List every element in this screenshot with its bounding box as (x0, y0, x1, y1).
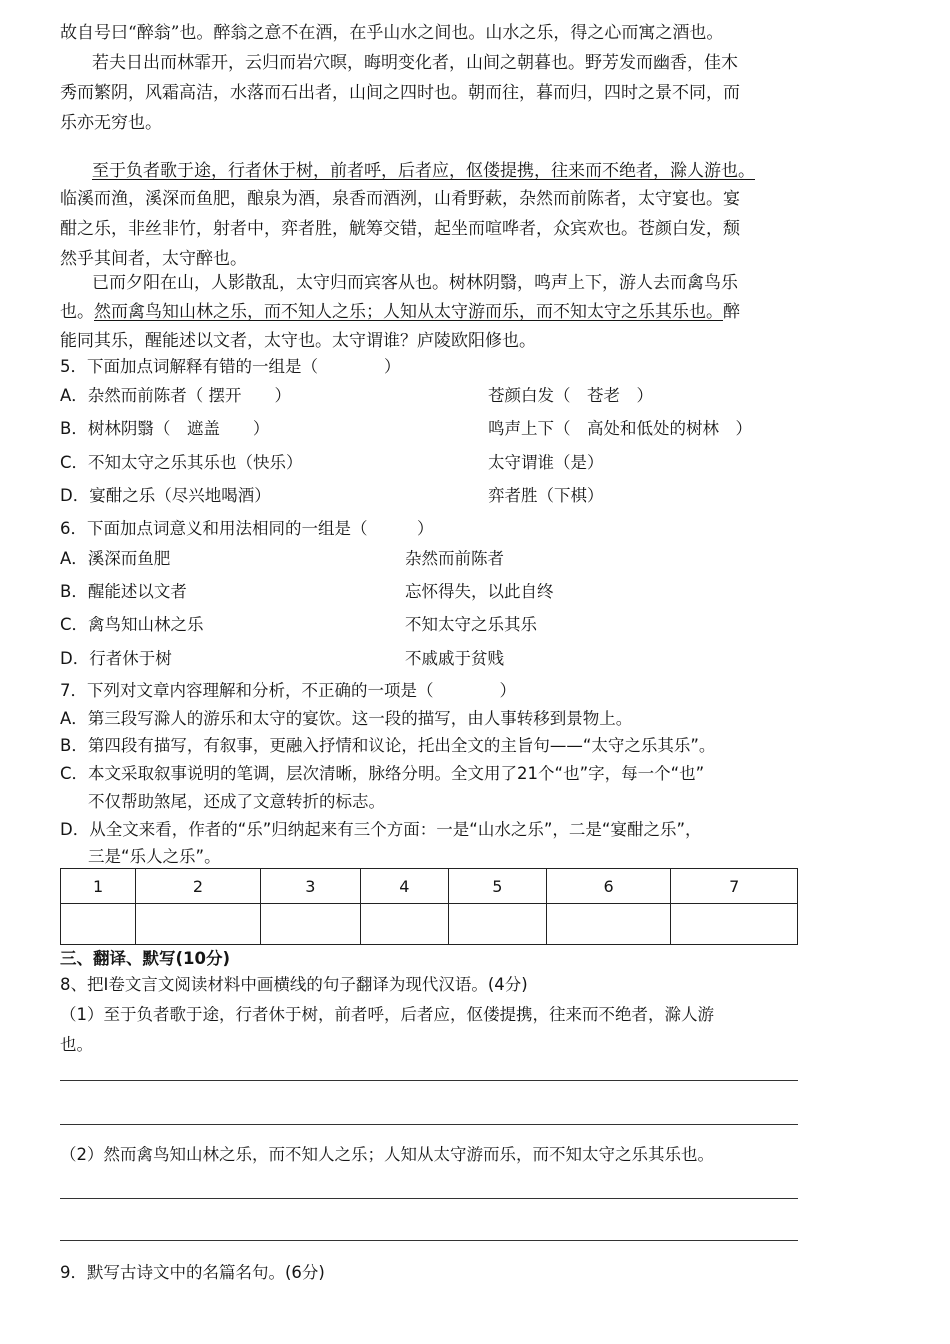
passage-p3-underlined: 至于负者歌于途，行者休于树，前者呼，后者应，伛偻提携，往来而不绝者，滁人游也。 (92, 161, 755, 181)
q6-option-c-right: 不知太守之乐其乐 (405, 615, 537, 634)
answer-cell-6[interactable] (546, 904, 671, 945)
passage-p2-line2: 秀而繁阴，风霜高洁，水落而石出者，山间之四时也。朝而往，暮而归，四时之景不同，而 (60, 83, 740, 103)
passage-p2-line1: 若夫日出而林霏开，云归而岩穴暝，晦明变化者，山间之朝暮也。野芳发而幽香，佳木 (92, 53, 738, 73)
q7-option-b: B．第四段有描写，有叙事，更融入抒情和议论，托出全文的主旨句——“太守之乐其乐”。 (60, 736, 716, 755)
q7-option-d-line1: D．从全文来看，作者的“乐”归纳起来有三个方面：一是“山水之乐”，二是“宴酣之乐”， (60, 820, 702, 839)
q8-stem: 8、把Ⅰ卷文言文阅读材料中画横线的句子翻译为现代汉语。(4分) (60, 975, 528, 994)
answer-header-4: 4 (360, 869, 448, 904)
passage-p4-line2-pre: 也。 (60, 302, 94, 322)
q6-option-b-right: 忘怀得失，以此自终 (405, 582, 554, 601)
passage-p1-end: 故自号曰“醉翁”也。醉翁之意不在酒，在乎山水之间也。山水之乐，得之心而寓之酒也。 (60, 23, 724, 43)
q8-part1-line2: 也。 (60, 1035, 93, 1054)
passage-p4-line3: 能同其乐，醒能述以文者，太守也。太守谓谁？庐陵欧阳修也。 (60, 331, 536, 351)
answer-line-1[interactable] (60, 1080, 798, 1081)
passage-p3-line2: 临溪而渔，溪深而鱼肥，酿泉为酒，泉香而酒洌，山肴野蔌，杂然而前陈者，太守宴也。宴 (60, 189, 740, 209)
q6-option-a-right: 杂然而前陈者 (405, 549, 504, 568)
passage-p4-line2 (60, 301, 740, 323)
passage-p2-line3: 乐亦无穷也。 (60, 113, 162, 133)
answer-table-header-row (61, 869, 798, 904)
answer-cell-3[interactable] (260, 904, 360, 945)
q5-option-b-right: 鸣声上下（ 高处和低处的树林 ） (488, 419, 752, 438)
answer-table-blank-row (61, 904, 798, 945)
answer-table (60, 868, 798, 945)
q9-stem: 9．默写古诗文中的名篇名句。(6分) (60, 1263, 325, 1282)
passage-p4-line1: 已而夕阳在山，人影散乱，太守归而宾客从也。树林阴翳，鸣声上下，游人去而禽鸟乐 (92, 273, 738, 293)
answer-header-3: 3 (260, 869, 360, 904)
answer-header-5: 5 (448, 869, 546, 904)
q5-stem: 5．下面加点词解释有错的一组是（ ） (60, 357, 401, 376)
q5-option-d-left: D．宴酣之乐（尽兴地喝酒） (60, 486, 271, 505)
passage-p4-line2-underlined: 然而禽鸟知山林之乐，而不知人之乐；人知从太守游而乐，而不知太守之乐其乐也。 (94, 302, 723, 322)
q7-option-a: A．第三段写滁人的游乐和太守的宴饮。这一段的描写，由人事转移到景物上。 (60, 709, 633, 728)
q6-stem: 6．下面加点词意义和用法相同的一组是（ ） (60, 519, 434, 538)
q8-part1-line1: （1）至于负者歌于途，行者休于树，前者呼，后者应，伛偻提携，往来而不绝者，滁人游 (60, 1005, 714, 1024)
answer-cell-2[interactable] (136, 904, 261, 945)
q5-option-a-right: 苍颜白发（ 苍老 ） (488, 386, 653, 405)
q8-part2: （2）然而禽鸟知山林之乐，而不知人之乐；人知从太守游而乐，而不知太守之乐其乐也。 (60, 1145, 714, 1164)
answer-header-6: 6 (546, 869, 671, 904)
answer-header-7: 7 (671, 869, 798, 904)
q5-option-d-right: 弈者胜（下棋） (488, 486, 604, 505)
q7-option-c-line2: 不仅帮助煞尾，还成了文意转折的标志。 (88, 792, 385, 811)
q5-option-c-right: 太守谓谁（是） (488, 453, 604, 472)
q6-option-d-left: D．行者休于树 (60, 649, 172, 668)
answer-cell-4[interactable] (360, 904, 448, 945)
passage-p4-line2-post: 醉 (723, 302, 740, 322)
q5-option-a-left: A．杂然而前陈者（ 摆开 ） (60, 386, 292, 405)
q5-option-c-left: C．不知太守之乐其乐也（快乐） (60, 453, 303, 472)
answer-cell-7[interactable] (671, 904, 798, 945)
answer-header-1: 1 (61, 869, 136, 904)
answer-cell-1[interactable] (61, 904, 136, 945)
q6-option-b-left: B．醒能述以文者 (60, 582, 187, 601)
passage-p3-line4: 然乎其间者，太守醉也。 (60, 249, 247, 269)
q7-stem: 7．下列对文章内容理解和分析，不正确的一项是（ ） (60, 681, 516, 700)
q7-option-c-line1: C．本文采取叙事说明的笔调，层次清晰，脉络分明。全文用了21个“也”字，每一个“也” (60, 764, 705, 783)
answer-line-3[interactable] (60, 1198, 798, 1199)
q6-option-a-left: A．溪深而鱼肥 (60, 549, 171, 568)
q6-option-d-right: 不戚戚于贫贱 (405, 649, 504, 668)
answer-line-4[interactable] (60, 1240, 798, 1241)
answer-header-2: 2 (136, 869, 261, 904)
q7-option-d-line2: 三是“乐人之乐”。 (88, 847, 221, 866)
q6-option-c-left: C．禽鸟知山林之乐 (60, 615, 204, 634)
section3-title: 三、翻译、默写(10分) (60, 949, 231, 968)
passage-p3-line3: 酣之乐，非丝非竹，射者中，弈者胜，觥筹交错，起坐而喧哗者，众宾欢也。苍颜白发，颓 (60, 219, 740, 239)
q5-option-b-left: B．树林阴翳（ 遮盖 ） (60, 419, 270, 438)
answer-line-2[interactable] (60, 1124, 798, 1125)
answer-cell-5[interactable] (448, 904, 546, 945)
